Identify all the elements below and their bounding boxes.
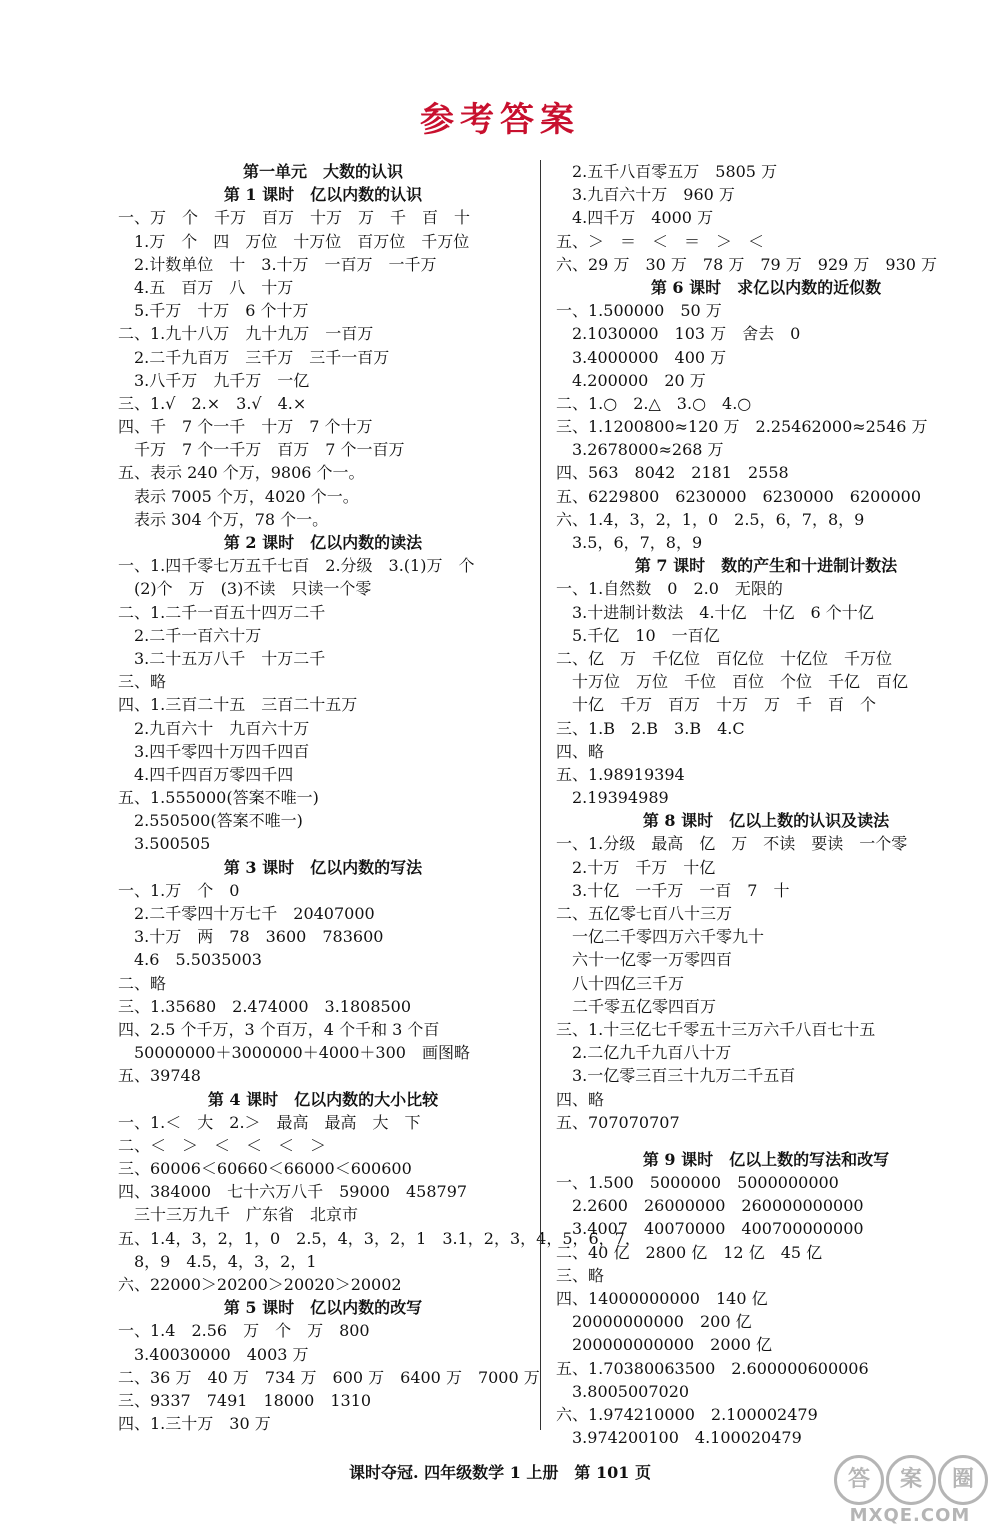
answer-line: 四、2.5 个千万，3 个百万，4 个千和 3 个百 bbox=[118, 1019, 440, 1039]
answer-line: 八十四亿三千万 bbox=[556, 973, 685, 993]
column-divider bbox=[540, 160, 541, 1430]
answer-line: 3.十进制计数法 4.十亿 十亿 6 个十亿 bbox=[556, 602, 874, 622]
answer-line: 3.八千万 九千万 一亿 bbox=[118, 370, 310, 390]
answer-line: 二、亿 万 千亿位 百亿位 十亿位 千万位 bbox=[556, 648, 893, 668]
answer-line: 3.8005007020 bbox=[556, 1381, 690, 1401]
answer-line: 2.二亿九千九百八十万 bbox=[556, 1043, 732, 1063]
answer-line: 3.4007 40070000 400700000000 bbox=[556, 1219, 864, 1239]
answer-line: 50000000＋3000000＋4000＋300 画图略 bbox=[118, 1043, 470, 1063]
watermark-text: MXQE.COM bbox=[849, 1505, 971, 1526]
answer-line: 4.四千四百万零四千四 bbox=[118, 764, 294, 784]
answer-line: 四、1.三百二十五 三百二十五万 bbox=[118, 695, 358, 715]
answer-line: 3.九百六十万 960 万 bbox=[556, 185, 735, 205]
watermark-logo bbox=[830, 1455, 990, 1527]
lesson-heading: 第 9 课时 亿以上数的写法和改写 bbox=[642, 1149, 890, 1169]
answer-line: 2.2600 26000000 260000000000 bbox=[556, 1196, 864, 1216]
lesson-heading: 第 8 课时 亿以上数的认识及读法 bbox=[642, 811, 890, 831]
answer-line: 三、1.√ 2.× 3.√ 4.× bbox=[118, 393, 307, 413]
answer-line: 五、＞ ＝ ＜ ＝ ＞ ＜ bbox=[556, 231, 765, 251]
answer-line: 3.500505 bbox=[118, 834, 211, 854]
answer-line: 3.40030000 4003 万 bbox=[118, 1344, 309, 1364]
answer-line: 四、略 bbox=[556, 741, 605, 761]
answer-line: 一亿二千零四万六千零九十 bbox=[556, 927, 765, 947]
answer-line: 4.四千万 4000 万 bbox=[556, 208, 714, 228]
answer-line: 一、1.分级 最高 亿 万 不读 要读 一个零 bbox=[556, 834, 908, 854]
answer-line: 一、1.500 5000000 5000000000 bbox=[556, 1173, 839, 1193]
answer-line: (2)个 万 (3)不读 只读一个零 bbox=[118, 579, 372, 599]
answer-line: 五、1.4，3，2，1，0 2.5，4，3，2，1 3.1，2，3，4，5，6，7， bbox=[118, 1228, 641, 1248]
page-title: 参考答案 bbox=[420, 100, 580, 140]
answer-line: 二、五亿零七百八十三万 bbox=[556, 904, 733, 923]
answer-line: 4.五 百万 八 十万 bbox=[118, 277, 294, 297]
answer-line: 2.九百六十 九百六十万 bbox=[118, 718, 310, 738]
answer-line: 2.19394989 bbox=[556, 788, 669, 808]
answer-line: 一、1.500000 50 万 bbox=[556, 301, 722, 321]
answer-line: 五、39748 bbox=[118, 1066, 201, 1086]
answer-line: 四、14000000000 140 亿 bbox=[556, 1289, 768, 1308]
answer-line: 3.一亿零三百三十九万二千五百 bbox=[556, 1066, 796, 1086]
answer-line: 六、1.4，3，2，1，0 2.5，6，7，8，9 bbox=[556, 509, 865, 529]
answer-line: 三、1.35680 2.474000 3.1808500 bbox=[118, 996, 412, 1016]
answer-line: 三十三万九千 广东省 北京市 bbox=[118, 1205, 359, 1225]
answer-line: 六、22000＞20200＞20020＞20002 bbox=[118, 1275, 402, 1294]
answer-line: 一、1.＜ 大 2.＞ 最高 最高 大 下 bbox=[118, 1112, 421, 1132]
answer-line: 3.十万 两 78 3600 783600 bbox=[118, 927, 384, 947]
answer-line: 1.万 个 四 万位 十万位 百万位 千万位 bbox=[118, 231, 470, 251]
lesson-heading: 第 5 课时 亿以内数的改写 bbox=[223, 1298, 423, 1318]
answer-line: 一、1.自然数 0 2.0 无限的 bbox=[556, 579, 783, 599]
answer-line: 三、1.1200800≈120 万 2.25462000≈2546 万 bbox=[556, 417, 928, 437]
lesson-heading: 第 7 课时 数的产生和十进制计数法 bbox=[634, 556, 898, 576]
answer-line: 二、1.九十八万 九十九万 一百万 bbox=[118, 324, 374, 344]
answer-line: 20000000000 200 亿 bbox=[556, 1312, 752, 1332]
watermark-char: 答 bbox=[834, 1455, 884, 1505]
answer-line: 二、＜ ＞ ＜ ＜ ＜ ＞ bbox=[118, 1135, 327, 1155]
answer-line: 二千零五亿零四百万 bbox=[556, 996, 717, 1016]
answer-line: 三、1.B 2.B 3.B 4.C bbox=[556, 718, 745, 738]
answer-line: 六十一亿零一万零四百 bbox=[556, 950, 733, 970]
answer-line: 8，9 4.5，4，3，2，1 bbox=[118, 1251, 317, 1271]
answer-line: 五、1.70380063500 2.600000600006 bbox=[556, 1358, 869, 1378]
lesson-heading: 第 4 课时 亿以内数的大小比较 bbox=[207, 1089, 439, 1109]
answer-line: 四、563 8042 2181 2558 bbox=[556, 463, 789, 483]
answer-line: 四、384000 七十六万八千 59000 458797 bbox=[118, 1182, 468, 1202]
answer-line: 三、9337 7491 18000 1310 bbox=[118, 1390, 372, 1410]
answer-line: 5.千亿 10 一百亿 bbox=[556, 625, 720, 645]
answer-line: 2.二千九百万 三千万 三千一百万 bbox=[118, 347, 390, 367]
answer-line: 4.6 5.5035003 bbox=[118, 950, 262, 970]
answer-line: 2.550500(答案不唯一) bbox=[118, 811, 303, 831]
lesson-heading: 第 1 课时 亿以内数的认识 bbox=[223, 185, 423, 205]
answer-line: 二、36 万 40 万 734 万 600 万 6400 万 7000 万 bbox=[118, 1367, 540, 1387]
answer-line: 二、1.二千一百五十四万二千 bbox=[118, 602, 326, 622]
answer-line: 2.1030000 103 万 舍去 0 bbox=[556, 324, 801, 344]
answer-line: 十亿 千万 百万 十万 万 千 百 个 bbox=[556, 695, 877, 715]
lesson-heading: 第 6 课时 求亿以内数的近似数 bbox=[650, 277, 882, 297]
answer-line: 三、1.十三亿七千零五十三万六千八百七十五 bbox=[556, 1019, 876, 1039]
answer-line: 5.千万 十万 6 个十万 bbox=[118, 301, 309, 321]
answer-line: 千万 7 个一千万 百万 7 个一百万 bbox=[118, 440, 405, 460]
answer-column-right bbox=[556, 160, 976, 1449]
answer-line: 2.五千八百零五万 5805 万 bbox=[556, 162, 778, 181]
answer-line: 2.二千零四十万七千 20407000 bbox=[118, 904, 375, 923]
answer-line: 4.200000 20 万 bbox=[556, 370, 706, 390]
answer-line: 六、29 万 30 万 78 万 79 万 929 万 930 万 bbox=[556, 254, 938, 274]
answer-line bbox=[556, 1134, 976, 1148]
answer-line: 2.十万 千万 十亿 bbox=[556, 857, 716, 877]
answer-line: 3.2678000≈268 万 bbox=[556, 440, 724, 460]
answer-line: 二、1.○ 2.△ 3.○ 4.○ bbox=[556, 393, 752, 413]
answer-line: 3.5，6，7，8，9 bbox=[556, 533, 703, 552]
answer-line: 三、略 bbox=[556, 1265, 605, 1285]
answer-line: 3.二十五万八千 十万二千 bbox=[118, 648, 326, 668]
answer-line: 表示 304 个万，78 个一。 bbox=[118, 509, 329, 529]
watermark-char: 案 bbox=[886, 1455, 936, 1505]
lesson-heading: 第一单元 大数的认识 bbox=[242, 162, 403, 181]
answer-line: 3.4000000 400 万 bbox=[556, 347, 727, 367]
answer-line: 五、1.555000(答案不唯一) bbox=[118, 788, 319, 808]
answer-line: 一、1.四千零七万五千七百 2.分级 3.(1)万 个 bbox=[118, 556, 475, 576]
answer-line: 表示 7005 个万，4020 个一。 bbox=[118, 486, 359, 506]
answer-line: 3.四千零四十万四千四百 bbox=[118, 741, 310, 761]
answer-line: 二、略 bbox=[118, 973, 167, 993]
answer-line: 一、1.万 个 0 bbox=[118, 880, 240, 900]
answer-line: 3.十亿 一千万 一百 7 十 bbox=[556, 880, 790, 900]
answer-line: 四、略 bbox=[556, 1089, 605, 1109]
answer-line: 四、千 7 个一千 十万 7 个十万 bbox=[118, 417, 373, 437]
answer-line: 六、1.974210000 2.100002479 bbox=[556, 1404, 818, 1424]
answer-line: 3.974200100 4.100020479 bbox=[556, 1428, 802, 1448]
answer-line: 三、60006＜60660＜66000＜600600 bbox=[118, 1159, 412, 1179]
answer-line: 一、万 个 千万 百万 十万 万 千 百 十 bbox=[118, 208, 471, 228]
answer-line: 二、40 亿 2800 亿 12 亿 45 亿 bbox=[556, 1242, 823, 1262]
lesson-heading: 第 2 课时 亿以内数的读法 bbox=[223, 533, 423, 552]
answer-line: 200000000000 2000 亿 bbox=[556, 1335, 772, 1355]
answer-line: 五、1.98919394 bbox=[556, 764, 685, 784]
page-footer: 课时夺冠. 四年级数学 1 上册 第 101 页 bbox=[349, 1463, 651, 1482]
answer-line: 2.二千一百六十万 bbox=[118, 625, 262, 645]
answer-line: 三、略 bbox=[118, 672, 167, 692]
answer-line: 五、707070707 bbox=[556, 1112, 680, 1132]
answer-line: 五、表示 240 个万，9806 个一。 bbox=[118, 463, 365, 483]
watermark-char: 圈 bbox=[938, 1455, 988, 1505]
lesson-heading: 第 3 课时 亿以内数的写法 bbox=[223, 857, 423, 877]
answer-line: 五、6229800 6230000 6230000 6200000 bbox=[556, 486, 922, 506]
answer-line: 十万位 万位 千位 百位 个位 千亿 百亿 bbox=[556, 672, 909, 692]
answer-line: 一、1.4 2.56 万 个 万 800 bbox=[118, 1321, 370, 1341]
answer-line: 四、1.三十万 30 万 bbox=[118, 1414, 271, 1434]
answer-line: 2.计数单位 十 3.十万 一百万 一千万 bbox=[118, 254, 437, 274]
